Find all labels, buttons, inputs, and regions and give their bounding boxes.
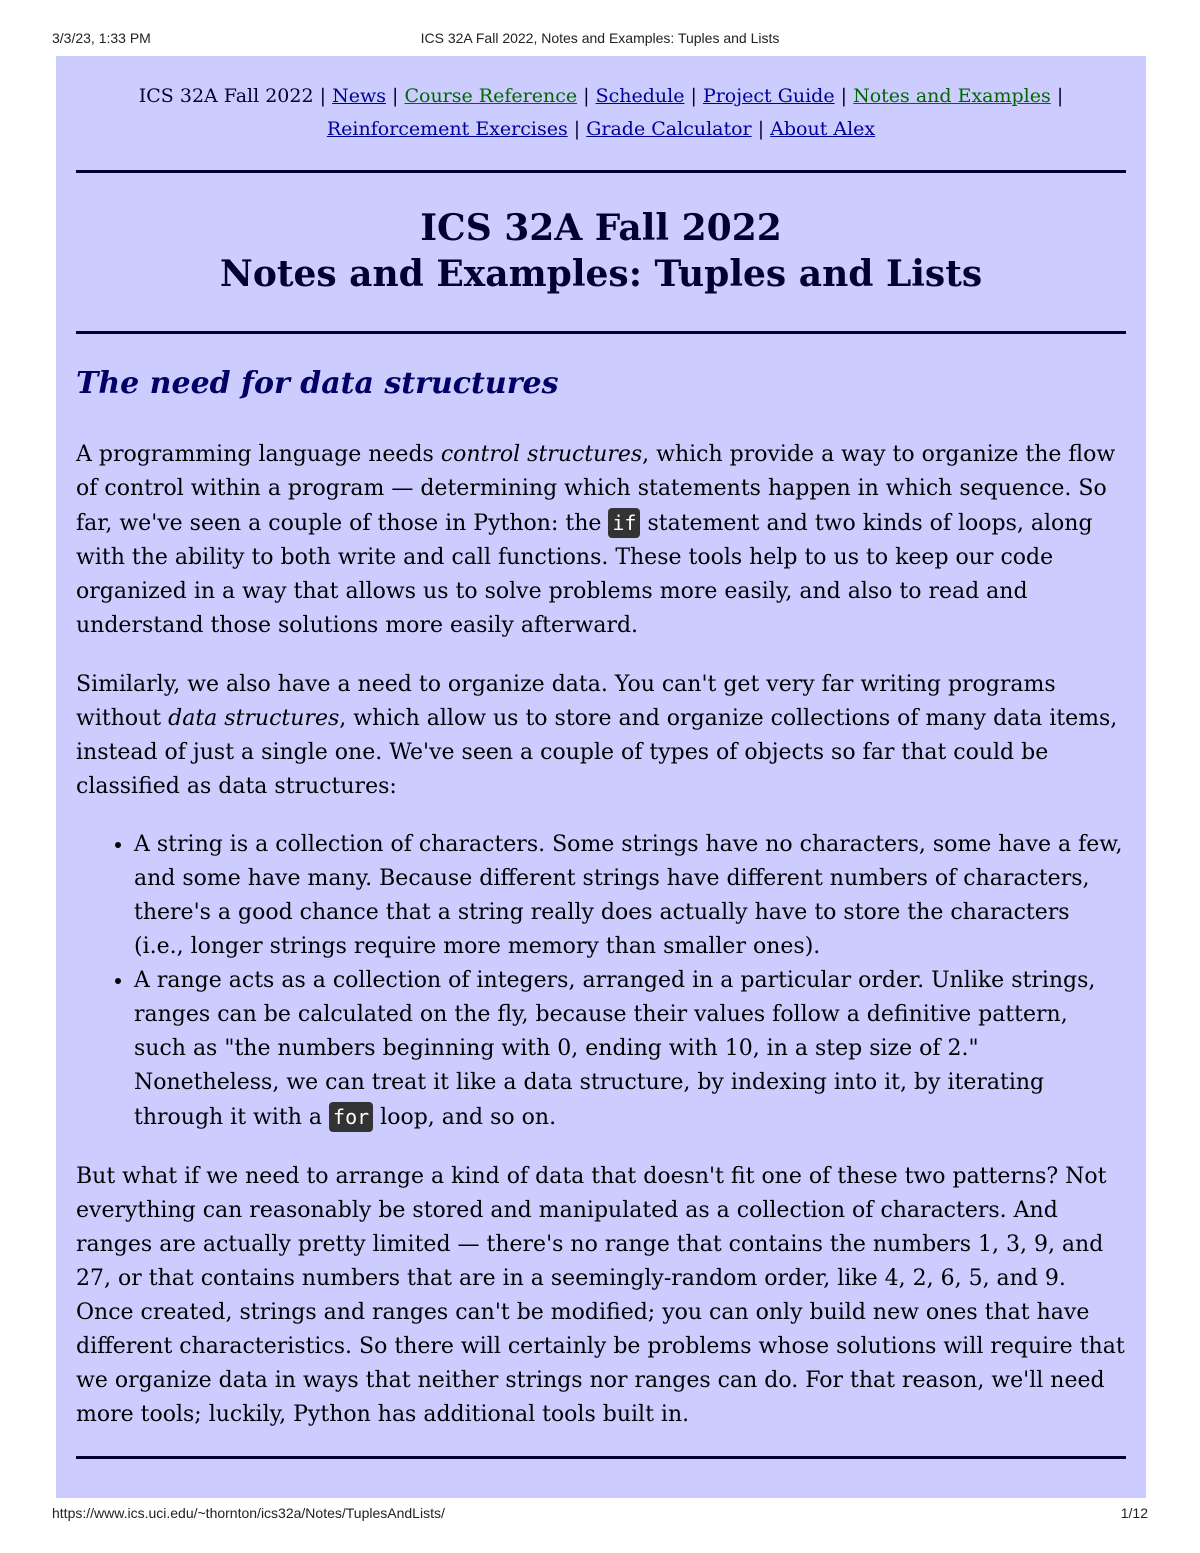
emphasis-control-structures: control structures bbox=[440, 442, 643, 467]
nav-link-grade-calculator[interactable]: Grade Calculator bbox=[586, 118, 752, 140]
page-title bbox=[76, 173, 1126, 331]
emphasis-data-structures: data structures bbox=[168, 706, 340, 731]
print-page-number: 1/12 bbox=[1120, 1505, 1148, 1521]
nav-link-news[interactable]: News bbox=[332, 85, 386, 107]
code-for-keyword: for bbox=[329, 1102, 373, 1132]
course-navigation bbox=[76, 80, 1126, 146]
print-datetime: 3/3/23, 1:33 PM bbox=[52, 30, 151, 46]
section-heading: The need for data structures bbox=[76, 366, 559, 401]
page-title-course: ICS 32A Fall 2022 bbox=[420, 207, 782, 249]
text-run: A range acts as a collection of integers, arranged in a particular order. Unlike strings, ranges can be calculated on the fly, because their values follow a definitive pattern, such as "the numbers beginning with 0, ending with 10, in a step size of 2." Nonetheless, we can treat it like a data structure, by indexing into it, by iterating through it with a bbox=[134, 968, 1096, 1130]
text-run: A programming language needs bbox=[76, 442, 441, 467]
data-structure-list bbox=[76, 828, 1126, 1135]
nav-separator: | bbox=[319, 85, 327, 107]
nav-separator: | bbox=[1056, 85, 1064, 107]
nav-separator: | bbox=[392, 85, 399, 107]
text-run: loop, and so on. bbox=[373, 1105, 557, 1130]
text-run: Similarly, we also have a need to organize data. You can't get very far writing programs without bbox=[76, 672, 1056, 731]
print-footer bbox=[52, 1505, 1148, 1525]
text-run: , which provide a way to organize the flow of control within a program — determining which statements happen in which sequence. So far, we've seen a couple of those in Python: the bbox=[76, 442, 1116, 536]
page-content bbox=[56, 56, 1146, 1498]
nav-link-schedule[interactable]: Schedule bbox=[595, 85, 685, 107]
paragraph-control-structures bbox=[76, 438, 1126, 643]
nav-separator: | bbox=[757, 118, 765, 140]
nav-separator: | bbox=[573, 118, 581, 140]
nav-separator: | bbox=[690, 85, 697, 107]
paragraph-data-structures bbox=[76, 668, 1126, 804]
nav-separator: | bbox=[583, 85, 590, 107]
page-title-topic: Notes and Examples: Tuples and Lists bbox=[219, 253, 983, 295]
print-url: https://www.ics.uci.edu/~thornton/ics32a/Notes/TuplesAndLists/ bbox=[52, 1505, 445, 1521]
list-item-string: • A string is a collection of characters. Some strings have no characters, some have a few, and some have many. Because different strings have different numbers of characters, there's a good chance that a string really does actually have to store the characters (i.e., longer strings require more memory than smaller ones). bbox=[134, 828, 1126, 964]
nav-link-course-reference[interactable]: Course Reference bbox=[404, 85, 578, 107]
nav-link-notes-and-examples[interactable]: Notes and Examples bbox=[853, 85, 1051, 107]
print-page-title: ICS 32A Fall 2022, Notes and Examples: Tuples and Lists bbox=[420, 30, 780, 46]
nav-link-reinforcement-exercises[interactable]: Reinforcement Exercises bbox=[326, 118, 568, 140]
divider-title bbox=[76, 331, 1126, 334]
nav-course-name: ICS 32A Fall 2022 bbox=[138, 85, 314, 107]
divider-bottom bbox=[76, 1456, 1126, 1459]
nav-link-project-guide[interactable]: Project Guide bbox=[702, 85, 835, 107]
nav-separator: | bbox=[840, 85, 848, 107]
paragraph-need-more-tools: But what if we need to arrange a kind of data that doesn't fit one of these two patterns? Not everything can reasonably be stored and manipulated as a collection of characters. And ranges are actually pretty limited — there's no range that contains the numbers 1, 3, 9, and 27, or that contains numbers that are in a seemingly-random order, like 4, 2, 6, 5, and 9. Once created, strings and ranges can't be modified; you can only build new ones that have different characteristics. So there will certainly be problems whose solutions will require that we organize data in ways that neither strings nor ranges can do. For that reason, we'll need more tools; luckily, Python has additional tools built in. bbox=[76, 1164, 1125, 1427]
code-if-keyword: if bbox=[608, 508, 640, 538]
text-run: statement and two kinds of loops, along with the ability to both write and call functions. These tools help to us to keep our code organized in a way that allows us to solve problems more easily, and also to read and understand those solutions more easily afterward. bbox=[76, 511, 1093, 638]
text-run: , which allow us to store and organize collections of many data items, instead of just a single one. We've seen a couple of types of objects so far that could be classified as data structures: bbox=[76, 706, 1118, 799]
list-item-range bbox=[134, 964, 1126, 1135]
nav-link-about-alex[interactable]: About Alex bbox=[770, 118, 876, 140]
print-header bbox=[52, 30, 1148, 50]
